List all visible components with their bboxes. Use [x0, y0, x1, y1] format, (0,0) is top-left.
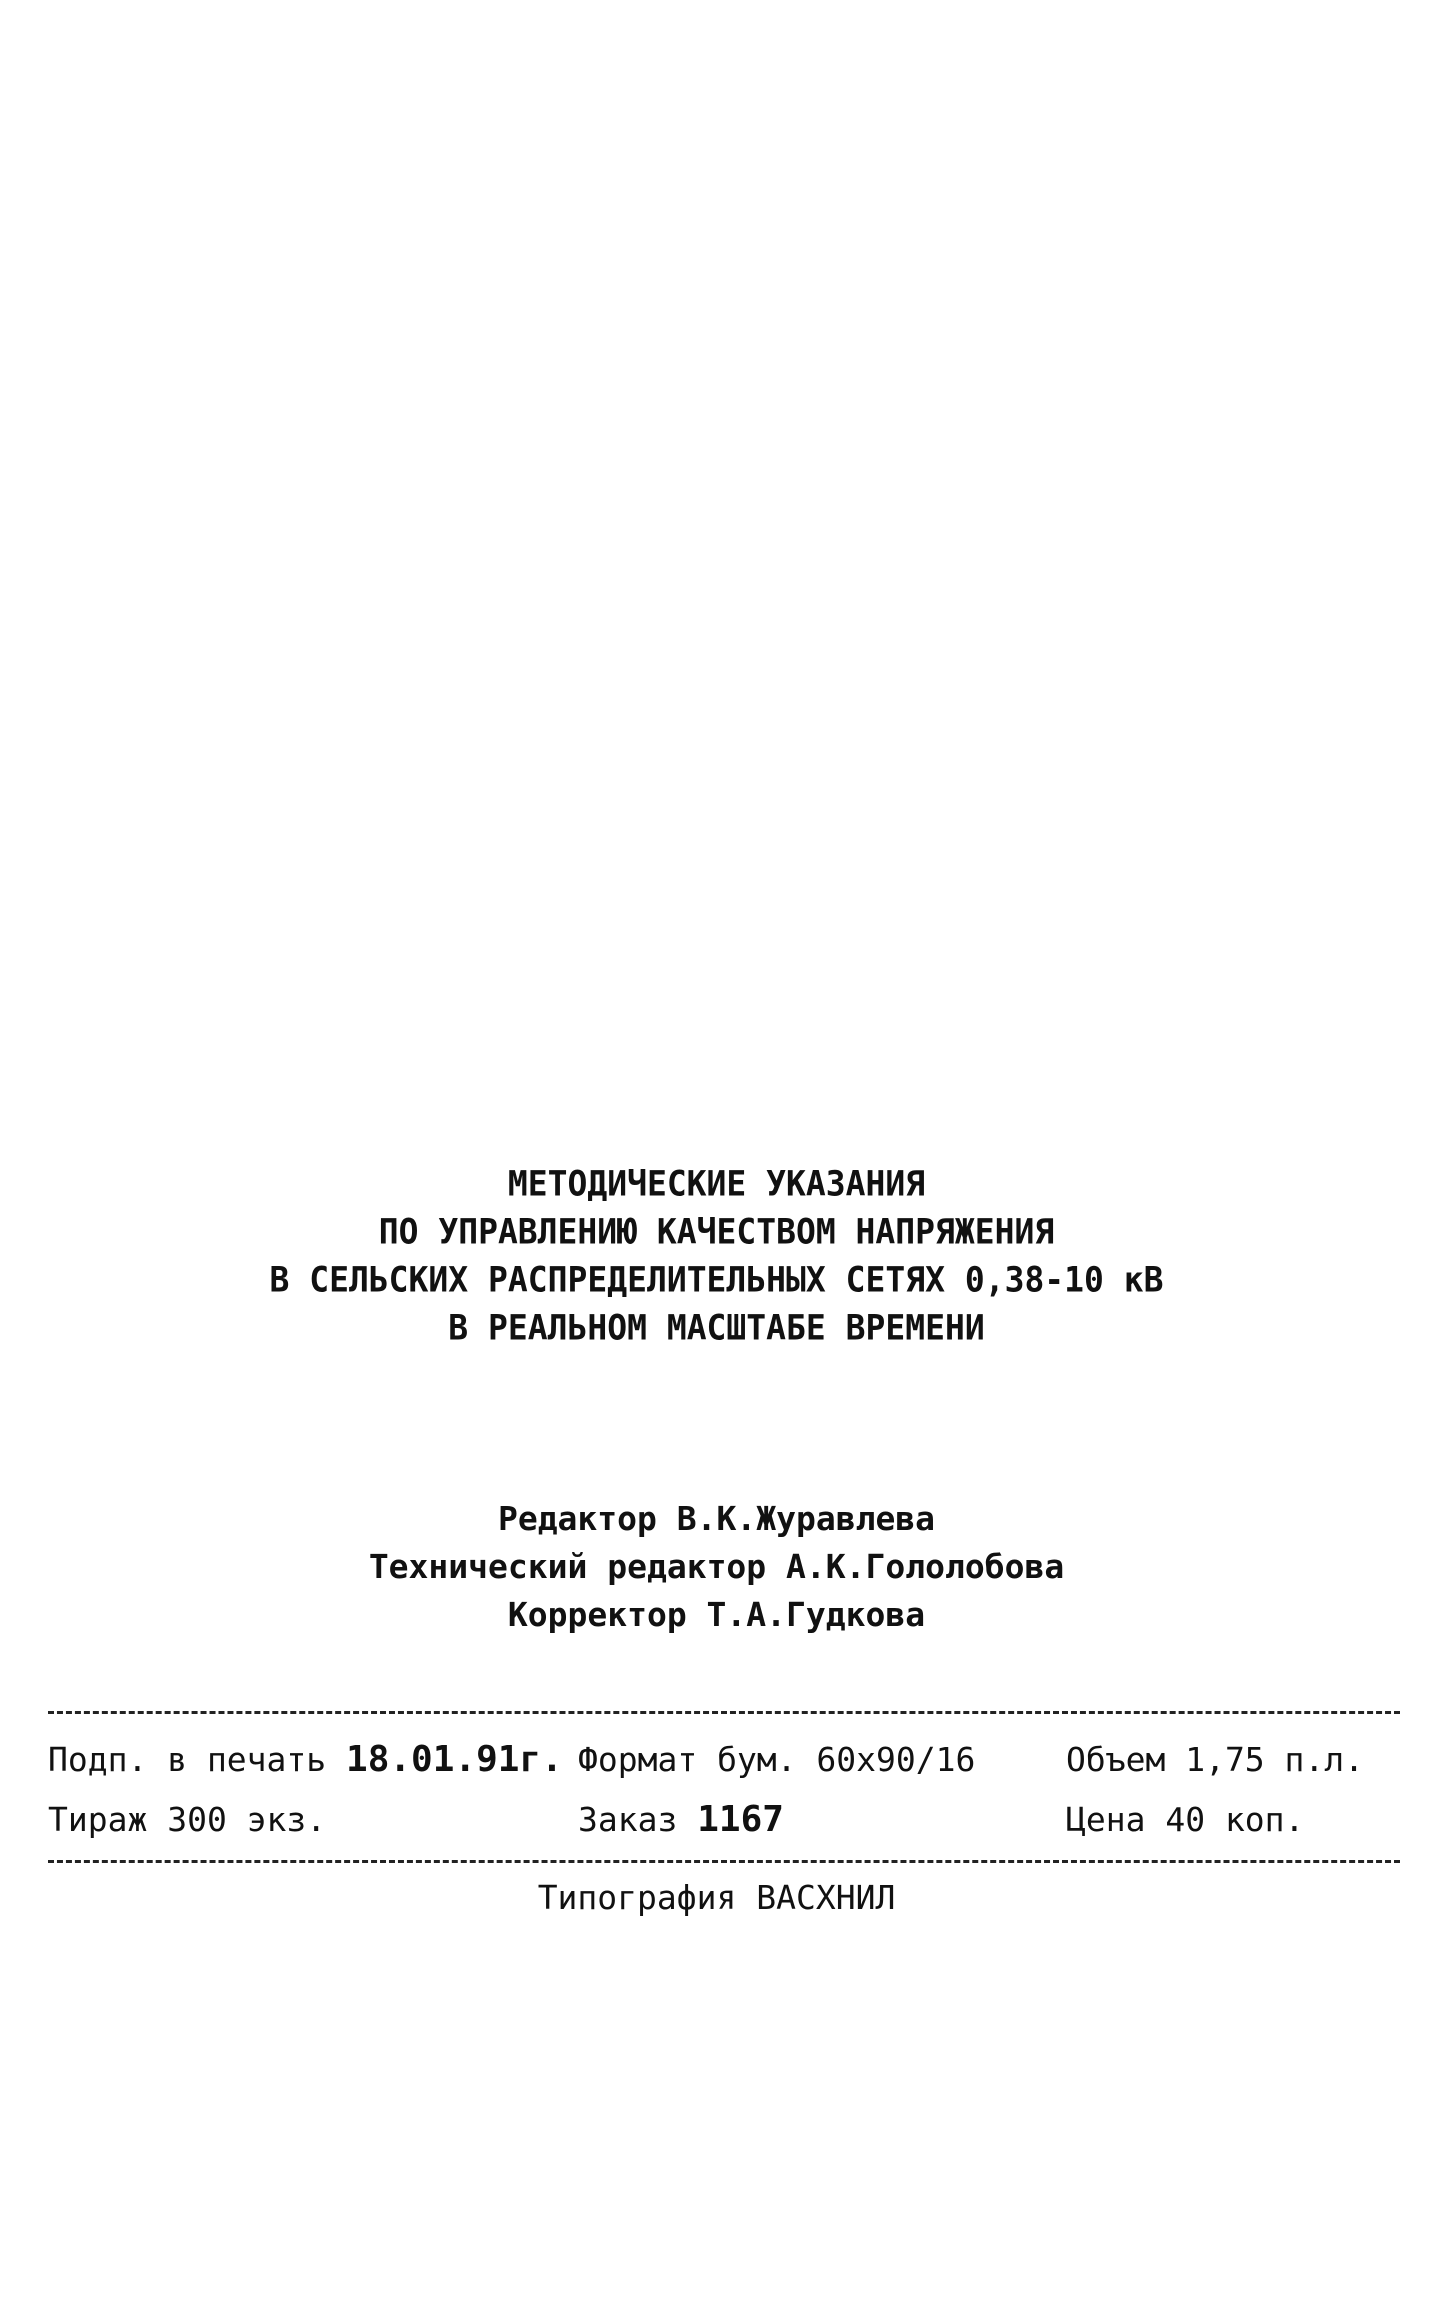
- order: [578, 1800, 784, 1840]
- order-number: 1167: [697, 1799, 784, 1840]
- signed-label: Подп. в печать: [48, 1740, 327, 1779]
- circulation: Тираж 300 экз.: [48, 1800, 327, 1839]
- signed-for-print: [48, 1740, 563, 1780]
- order-label: Заказ: [578, 1800, 678, 1839]
- imprint-divider-bottom: [48, 1860, 1400, 1863]
- corrector-credit: Корректор Т.А.Гудкова: [507, 1595, 926, 1634]
- imprint-divider-top: [48, 1711, 1400, 1714]
- print-volume: Объем 1,75 п.л.: [1066, 1740, 1365, 1779]
- title-line-4: В РЕАЛЬНОМ МАСШТАБЕ ВРЕМЕНИ: [448, 1307, 985, 1348]
- price: Цена 40 коп.: [1066, 1800, 1305, 1839]
- editor-credit: Редактор В.К.Журавлева: [497, 1499, 936, 1538]
- title-line-2: ПО УПРАВЛЕНИЮ КАЧЕСТВОМ НАПРЯЖЕНИЯ: [378, 1211, 1055, 1252]
- paper-format: Формат бум. 60х90/16: [578, 1740, 976, 1779]
- document-title: [0, 1160, 1433, 1352]
- credits: [0, 1495, 1433, 1639]
- printing-house: Типография ВАСХНИЛ: [537, 1878, 896, 1917]
- technical-editor-credit: Технический редактор А.К.Гололобова: [368, 1547, 1065, 1586]
- title-line-1: МЕТОДИЧЕСКИЕ УКАЗАНИЯ: [507, 1163, 926, 1204]
- title-line-3: В СЕЛЬСКИХ РАСПРЕДЕЛИТЕЛЬНЫХ СЕТЯХ 0,38-10 кВ: [269, 1259, 1164, 1300]
- signed-date: 18.01.91г.: [346, 1739, 563, 1780]
